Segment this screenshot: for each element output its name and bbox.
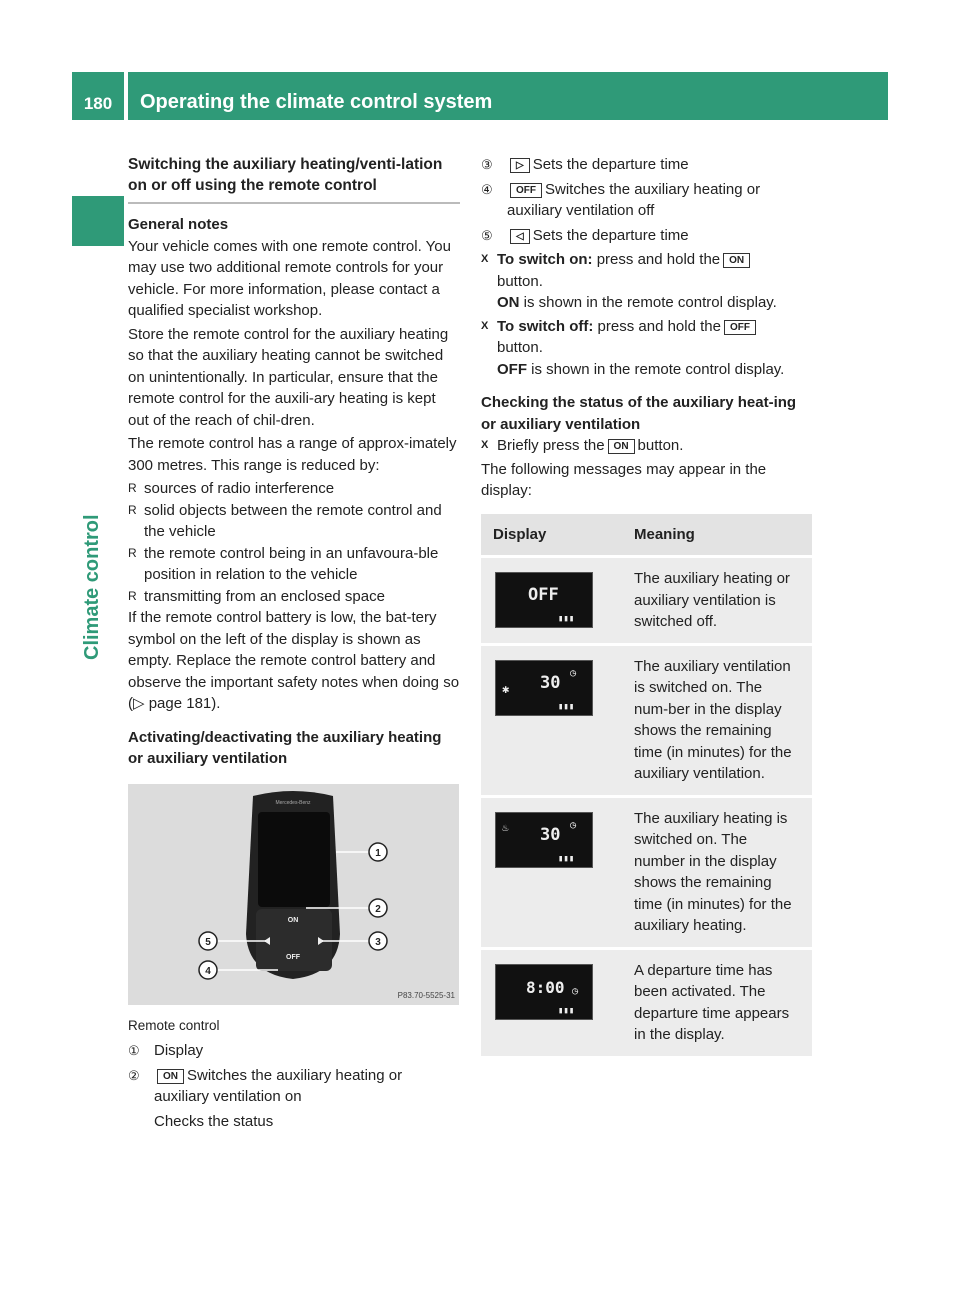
on-label: ON: [287, 916, 299, 924]
paragraph: Your vehicle comes with one remote control. You may use two additional remote controls for your vehicle. For more information, please contact a qualified specialist workshop.: [128, 237, 451, 319]
off-label: OFF: [286, 953, 300, 961]
figure-code: P83.70-5525-31: [397, 990, 455, 1000]
bullet-list: [128, 478, 460, 607]
off-button-icon: OFF: [724, 320, 756, 335]
lcd-display: OFF ▮▮▮: [495, 572, 593, 628]
legend-item: ② ON Switches the auxiliary heating or auxiliary ventilation on: [128, 1066, 403, 1105]
table-row: ♨ 30 ◷ ▮▮▮ The auxiliary heating is switched on. The number in the display shows the remaining time (in minutes) for the auxiliary heating.: [481, 796, 812, 948]
right-arrow-icon: ▷: [510, 158, 530, 173]
table-row: ✱ 30 ◷ ▮▮▮ The auxiliary ventilation is switched on. The num-ber in the display shows the remaining time (in minutes) for the auxiliary ventilation.: [481, 644, 812, 796]
callout-2: 2: [375, 903, 381, 915]
lcd-display: ✱ 30 ◷ ▮▮▮: [495, 660, 593, 716]
legend-item: ③ ▷ Sets the departure time: [481, 156, 689, 173]
remote-control-illustration: [128, 784, 459, 1005]
paragraph: The remote control has a range of approx-imately 300 metres. This range is reduced by:: [128, 435, 457, 474]
off-button-icon: OFF: [510, 183, 542, 198]
lcd-display: ♨ 30 ◷ ▮▮▮: [495, 812, 593, 868]
clock-icon: ◷: [570, 667, 577, 679]
paragraph: Store the remote control for the auxiliary heating so that the auxiliary heating cannot be switched on unintentionally. In particular, ensure that the remote control for the auxili-ary heating is kept out of the reach of chil-dren.: [128, 325, 449, 429]
page-title: Operating the climate control system: [128, 72, 888, 120]
side-section-label: Climate control: [81, 514, 103, 660]
right-column: [481, 154, 813, 1059]
list-item: R solid objects between the remote control and the vehicle: [128, 501, 442, 540]
side-tab-marker: [72, 196, 124, 246]
step-switch-on: X To switch on: press and hold the ON button. ON is shown in the remote control display.: [481, 251, 777, 311]
list-item: R transmitting from an enclosed space: [128, 587, 385, 605]
legend-item: ① Display: [128, 1042, 204, 1059]
left-column: [128, 154, 460, 1135]
section-heading: Switching the auxiliary heating/venti-lation on or off using the remote control: [128, 154, 460, 204]
legend-item-extra: Checks the status: [154, 1112, 274, 1130]
activating-heading: Activating/deactivating the auxiliary heating or auxiliary ventilation: [128, 728, 442, 767]
lcd-display: 8:00 ◷ ▮▮▮: [495, 964, 593, 1020]
status-heading: Checking the status of the auxiliary heat-ing or auxiliary ventilation: [481, 394, 797, 433]
table-row: OFF ▮▮▮ The auxiliary heating or auxiliary ventilation is switched off.: [481, 557, 812, 645]
status-table: [481, 514, 812, 1059]
clock-icon: ◷: [572, 985, 579, 997]
page-header: [72, 72, 888, 120]
page-number: 180: [72, 72, 124, 120]
fan-icon: ✱: [502, 681, 510, 696]
paragraph: The following messages may appear in the display:: [481, 460, 767, 499]
step-switch-off: X To switch off: press and hold the OFF button. OFF is shown in the remote control display.: [481, 317, 785, 378]
on-button-icon: ON: [608, 439, 635, 454]
left-arrow-icon: ◁: [510, 229, 530, 244]
legend-item: ④ OFF Switches the auxiliary heating or auxiliary ventilation off: [481, 180, 761, 219]
step-check-status: X Briefly press the ON button.: [481, 437, 684, 454]
list-item: R the remote control being in an unfavoura-ble position in relation to the vehicle: [128, 544, 439, 583]
figure-caption: Remote control: [128, 1017, 220, 1033]
callout-3: 3: [375, 936, 381, 948]
table-row: 8:00 ◷ ▮▮▮ A departure time has been activated. The departure time appears in the display.: [481, 948, 812, 1057]
brand-text: Mercedes-Benz: [275, 799, 311, 806]
list-item: R sources of radio interference: [128, 480, 335, 497]
table-header: Display: [481, 514, 622, 557]
callout-1: 1: [375, 847, 381, 859]
heat-icon: ♨: [502, 820, 509, 834]
general-notes-heading: General notes: [128, 216, 229, 233]
on-button-icon: ON: [723, 253, 750, 268]
on-button-icon: ON: [157, 1069, 184, 1084]
remote-control-figure: [128, 784, 459, 1005]
legend-item: ⑤ ◁ Sets the departure time: [481, 226, 689, 244]
callout-4: 4: [205, 965, 211, 977]
clock-icon: ◷: [570, 819, 577, 831]
paragraph: If the remote control battery is low, the bat-tery symbol on the left of the display is shown as empty. Replace the remote control battery and observe the important safety notes when doing so (▷ page 181).: [128, 609, 460, 712]
callout-5: 5: [205, 936, 211, 948]
table-header: Meaning: [622, 514, 812, 557]
